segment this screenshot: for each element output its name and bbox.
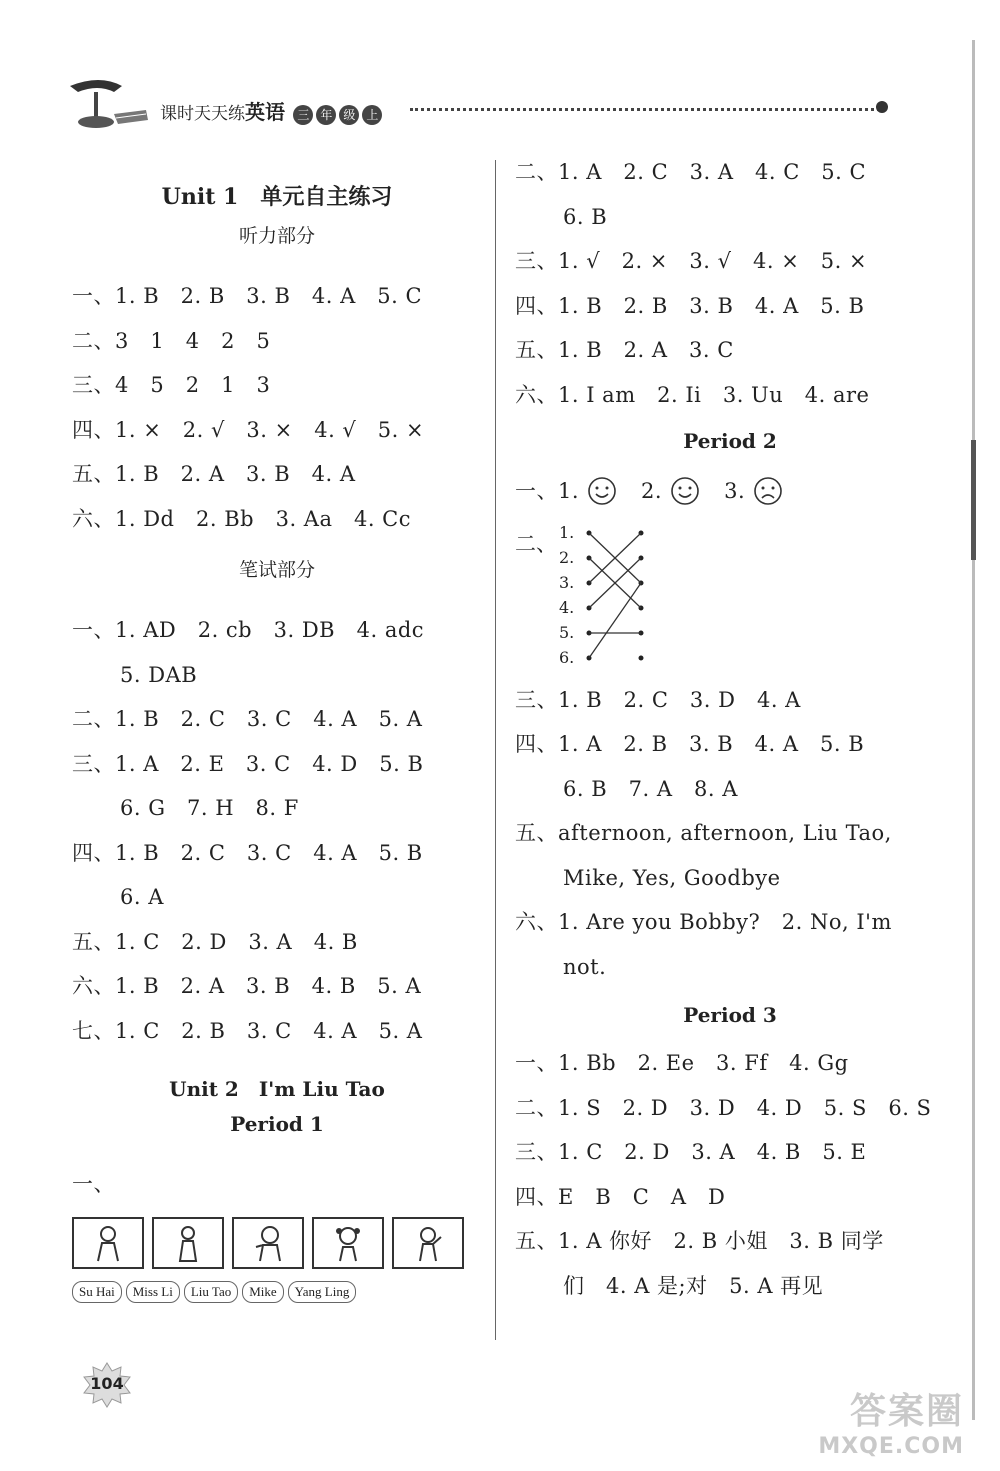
page-header bbox=[60, 74, 890, 134]
matching-lines bbox=[559, 518, 679, 668]
question-label: 一、1. bbox=[515, 479, 580, 504]
name-tag: Miss Li bbox=[126, 1281, 180, 1303]
boy-waving-picture bbox=[232, 1217, 304, 1269]
answer-line: 五、1. B 2. A 3. B 4. A bbox=[72, 462, 356, 486]
picture-row bbox=[72, 1217, 482, 1269]
boy-picture bbox=[72, 1217, 144, 1269]
answer-line: 6. A bbox=[120, 885, 164, 909]
left-column bbox=[72, 180, 482, 1303]
girl-waving-picture bbox=[392, 1217, 464, 1269]
happy-face-icon bbox=[670, 476, 700, 506]
header-dotted-rule bbox=[410, 108, 880, 111]
teacher-picture bbox=[152, 1217, 224, 1269]
match-number: 4. bbox=[559, 597, 575, 617]
match-number: 5. bbox=[559, 622, 575, 642]
answer-line: 六、1. I am 2. Ii 3. Uu 4. are bbox=[515, 382, 870, 407]
answer-line: 6. G 7. H 8. F bbox=[120, 796, 299, 820]
answer-line: 二、3 1 4 2 5 bbox=[72, 328, 271, 353]
header-title bbox=[160, 96, 382, 125]
answer-line: 五、1. A 你好 2. B 小姐 3. B 同学 bbox=[515, 1229, 884, 1253]
question-label: 一、 bbox=[72, 1172, 115, 1196]
header-end-dot bbox=[876, 101, 888, 113]
answer-line: 三、1. A 2. E 3. C 4. D 5. B bbox=[72, 751, 424, 776]
answer-line: 四、1. B 2. C 3. C 4. A 5. B bbox=[72, 840, 423, 865]
page-edge-mark bbox=[971, 440, 976, 560]
right-column bbox=[515, 150, 945, 1308]
question-label: 3. bbox=[724, 479, 746, 504]
watermark-line2: MXQE.COM bbox=[818, 1434, 964, 1459]
girl-picture bbox=[312, 1217, 384, 1269]
header-subject: 英语 bbox=[245, 100, 285, 124]
answer-line: 二、1. B 2. C 3. C 4. A 5. A bbox=[72, 707, 423, 731]
match-number: 2. bbox=[559, 547, 575, 567]
page-number: 104 bbox=[90, 1374, 124, 1393]
match-number: 6. bbox=[559, 647, 575, 667]
answer-line: 七、1. C 2. B 3. C 4. A 5. A bbox=[72, 1018, 423, 1043]
name-tag: Yang Ling bbox=[288, 1281, 357, 1303]
answer-line: 6. B bbox=[563, 204, 608, 229]
answer-line: 六、1. Are you Bobby? 2. No, I'm bbox=[515, 910, 892, 934]
answer-line: Mike, Yes, Goodbye bbox=[563, 865, 781, 890]
answer-line: 们 4. A 是;对 5. A 再见 bbox=[563, 1273, 824, 1298]
answer-line: 二、1. A 2. C 3. A 4. C 5. C bbox=[515, 160, 867, 184]
sad-face-icon bbox=[753, 476, 783, 506]
desk-lamp-icon bbox=[60, 74, 150, 134]
question-label: 2. bbox=[641, 479, 663, 504]
page-number-badge bbox=[82, 1362, 132, 1408]
grade-badge: 级 bbox=[339, 105, 359, 125]
answer-line: 四、1. × 2. √ 3. × 4. √ 5. × bbox=[72, 417, 425, 442]
answer-line: 三、4 5 2 1 3 bbox=[72, 373, 271, 397]
answer-line: 5. DAB bbox=[120, 662, 198, 687]
listening-title: 听力部分 bbox=[238, 225, 315, 247]
answer-line: 一、1. B 2. B 3. B 4. A 5. C bbox=[72, 284, 423, 308]
unit1-title: Unit 1 单元自主练习 bbox=[161, 184, 393, 210]
answer-line: 一、1. AD 2. cb 3. DB 4. adc bbox=[72, 618, 425, 642]
answer-line: 四、1. A 2. B 3. B 4. A 5. B bbox=[515, 732, 865, 756]
answer-line-faces bbox=[515, 469, 945, 514]
answer-line: 三、1. B 2. C 3. D 4. A bbox=[515, 687, 801, 712]
answer-line: 三、1. C 2. D 3. A 4. B 5. E bbox=[515, 1140, 867, 1164]
period3-title: Period 3 bbox=[683, 1003, 777, 1027]
grade-badge: 三 bbox=[293, 105, 313, 125]
watermark-line1: 答案圈 bbox=[849, 1391, 964, 1432]
period1-title: Period 1 bbox=[230, 1112, 324, 1136]
period2-title: Period 2 bbox=[683, 429, 777, 453]
matching-exercise bbox=[515, 518, 945, 668]
page-edge-rule bbox=[972, 40, 975, 1420]
name-tag: Su Hai bbox=[72, 1281, 122, 1303]
answer-line: 三、1. √ 2. × 3. √ 4. × 5. × bbox=[515, 249, 868, 273]
header-series-name: 课时天天练 bbox=[160, 104, 245, 124]
name-tag: Mike bbox=[242, 1281, 283, 1303]
happy-face-icon bbox=[587, 476, 617, 506]
answer-line: 五、1. C 2. D 3. A 4. B bbox=[72, 929, 358, 954]
match-number: 1. bbox=[559, 522, 575, 542]
answer-line: 六、1. B 2. A 3. B 4. B 5. A bbox=[72, 974, 422, 998]
question-label: 二、 bbox=[515, 531, 557, 556]
answer-line: 四、1. B 2. B 3. B 4. A 5. B bbox=[515, 293, 865, 318]
name-tag: Liu Tao bbox=[184, 1281, 238, 1303]
grade-badge: 上 bbox=[362, 105, 382, 125]
written-title: 笔试部分 bbox=[238, 559, 315, 581]
match-number: 3. bbox=[559, 572, 575, 592]
answer-line: not. bbox=[563, 954, 607, 979]
column-divider bbox=[495, 160, 496, 1340]
answer-line: 五、afternoon, afternoon, Liu Tao, bbox=[515, 821, 892, 845]
answer-line: 6. B 7. A 8. A bbox=[563, 776, 738, 801]
name-row bbox=[72, 1281, 482, 1303]
answer-line: 一、1. Bb 2. Ee 3. Ff 4. Gg bbox=[515, 1051, 849, 1075]
answer-line: 四、E B C A D bbox=[515, 1184, 726, 1209]
answer-line: 六、1. Dd 2. Bb 3. Aa 4. Cc bbox=[72, 506, 412, 531]
answer-line: 二、1. S 2. D 3. D 4. D 5. S 6. S bbox=[515, 1095, 932, 1120]
unit2-title: Unit 2 I'm Liu Tao bbox=[169, 1077, 385, 1101]
grade-badge: 年 bbox=[316, 105, 336, 125]
answer-line: 五、1. B 2. A 3. C bbox=[515, 338, 734, 362]
watermark bbox=[818, 1383, 964, 1459]
